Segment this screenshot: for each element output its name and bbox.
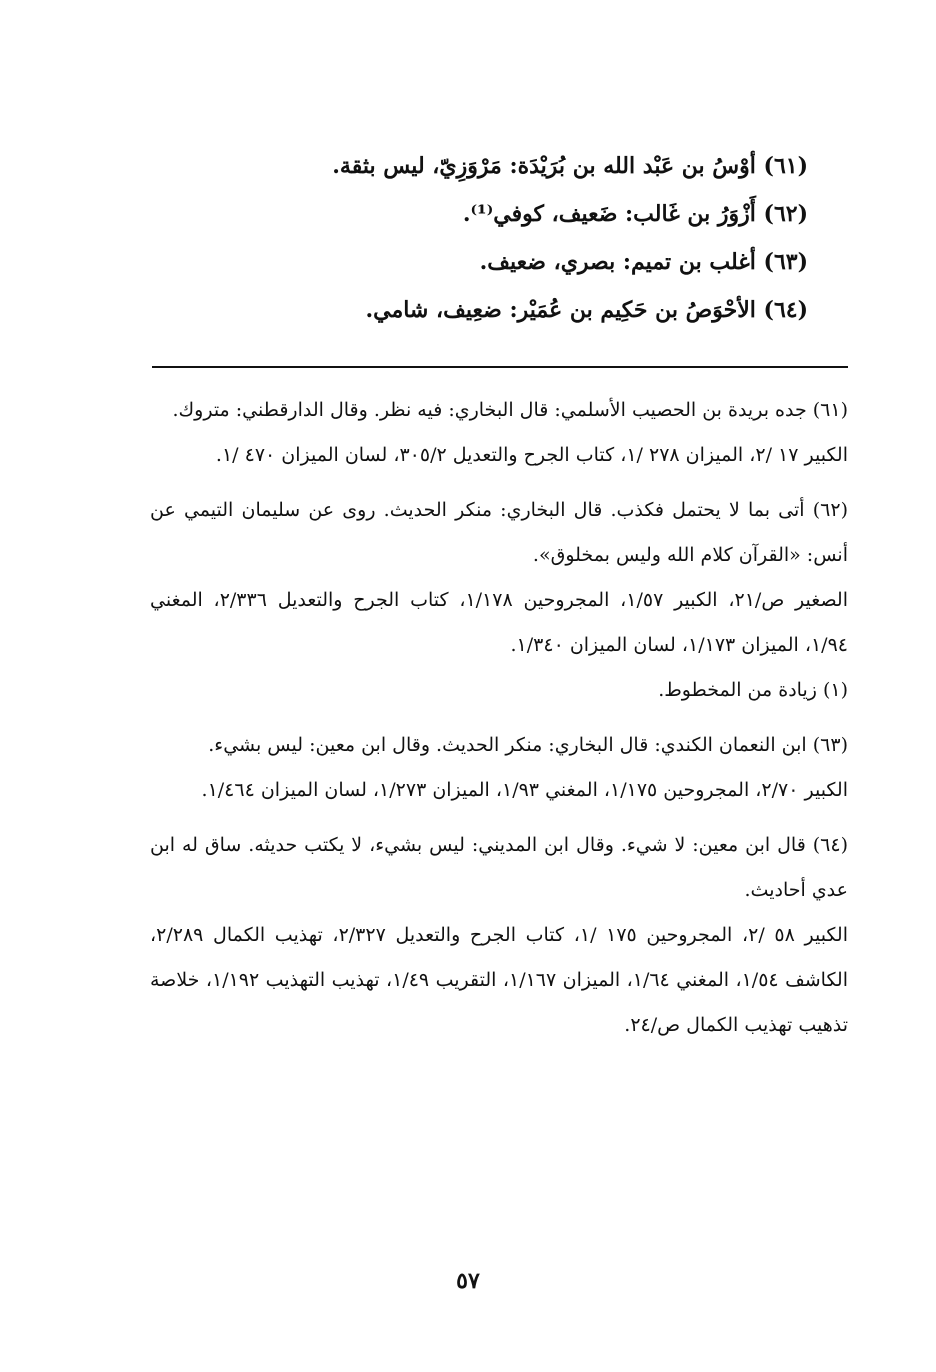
entry-63: (٦٣) أغلب بن تميم: بصري، ضعيف. — [479, 249, 808, 275]
main-entries — [248, 142, 808, 334]
footnote-sources: الكبير ٥٨ /٢، المجروحين ١٧٥ /١، كتاب الجرح والتعديل ٢/٣٢٧، تهذيب الكمال ٢/٢٨٩، الكاشف ١/٥٤، المغني ١/٦٤، الميزان ١/١٦٧، التقريب ١/٤٩، تهذيب التهذيب ١/١٩٢، خلاصة تذهيب تهذيب الكمال ص/٢٤. — [150, 924, 849, 1036]
entry-61: (٦١) أوْسُ بن عَبْد الله بن بُرَيْدَة: مَرْوَزِيّ، ليس بثقة. — [332, 153, 808, 179]
footnote-63 — [150, 723, 848, 813]
footnotes — [150, 388, 848, 1058]
footnote-sources: الكبير ٢/٧٠، المجروحين ١/١٧٥، المغني ١/٩٣، الميزان ١/٢٧٣، لسان الميزان ١/٤٦٤. — [201, 779, 848, 801]
footnote-text: (٦٣) ابن النعمان الكندي: قال البخاري: منكر الحديث. وقال ابن معين: ليس بشيء. — [208, 734, 848, 756]
footnote-text: (٦٢) أتى بما لا يحتمل فكذب. قال البخاري: منكر الحديث. روى عن سليمان التيمي عن أنس: «القرآن كلام الله وليس بمخلوق». — [150, 499, 848, 566]
footnote-sources: الكبير ١٧ /٢، الميزان ٢٧٨ /١، كتاب الجرح والتعديل ٣٠٥/٢، لسان الميزان ٤٧٠ /١. — [215, 444, 848, 466]
footnote-sources: الصغير ص/٢١، الكبير ١/٥٧، المجروحين ١/١٧٨، كتاب الجرح والتعديل ٢/٣٣٦، المغني ١/٩٤، الميزان ١/١٧٣، لسان الميزان ١/٣٤٠. — [150, 589, 848, 656]
footnote-61 — [150, 388, 848, 478]
margin-note: (١) زيادة من المخطوط. — [658, 679, 848, 701]
footnote-text: (٦٤) قال ابن معين: لا شيء. وقال ابن المديني: ليس بشيء، لا يكتب حديثه. ساق له ابن عدي أحاديث. — [150, 834, 848, 901]
footnote-62 — [150, 488, 848, 713]
footnote-divider — [152, 366, 848, 368]
footnote-64 — [150, 823, 848, 1048]
entry-62: (٦٢) أَزْوَرُ بن غَالب: ضَعيف، كوفي⁽¹⁾. — [462, 201, 808, 227]
page-number: ٥٧ — [456, 1268, 480, 1294]
entry-64: (٦٤) الأحْوَصُ بن حَكِيم بن عُمَيْر: ضعِيف، شامي. — [365, 297, 808, 323]
footnote-text: (٦١) جده بريدة بن الحصيب الأسلمي: قال البخاري: فيه نظر. وقال الدارقطني: متروك. — [172, 399, 848, 421]
